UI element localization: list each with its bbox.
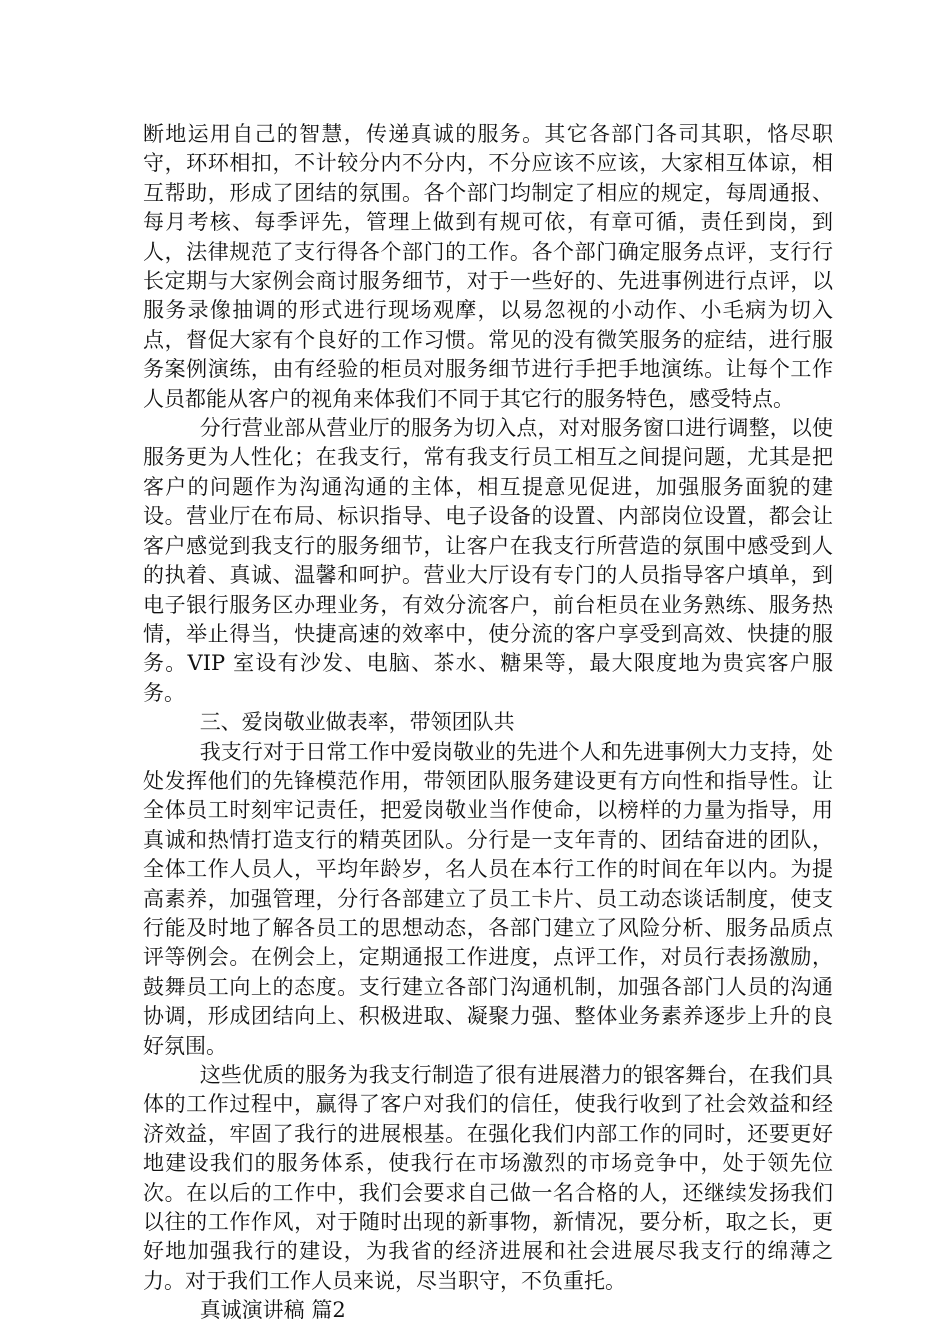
paragraph-continued: 断地运用自己的智慧，传递真诚的服务。其它各部门各司其职，恪尽职守，环环相扣，不计较分内不分内，不分应该不应该，大家相互体谅，相互帮助，形成了团结的氛围。各个部门均制定了相应的规定，每周通报、每月考核、每季评先，管理上做到有规可依，有章可循，责任到岗，到人，法律规范了支行得各个部门的工作。各个部门确定服务点评，支行行长定期与大家例会商讨服务细节，对于一些好的、先进事例进行点评，以服务录像抽调的形式进行现场观摩，以易忽视的小动作、小毛病为切入点，督促大家有个良好的工作习惯。常见的没有微笑服务的症结，进行服务案例演练，由有经验的柜员对服务细节进行手把手地演练。让每个工作人员都能从客户的视角来体我们不同于其它行的服务特色，感受特点。 bbox=[143, 122, 833, 411]
document-page bbox=[143, 120, 833, 1326]
paragraph-conclusion: 这些优质的服务为我支行制造了很有进展潜力的银客舞台，在我们具体的工作过程中，赢得了客户对我们的信任，使我行收到了社会效益和经济效益，牢固了我行的进展根基。在强化我们内部工作的同时，还要更好地建设我们的服务体系，使我行在市场激烈的市场竞争中，处于领先位次。在以后的工作中，我们会要求自己做一名合格的人，还继续发扬我们以往的工作作风，对于随时出现的新事物，新情况，要分析，取之长，更好地加强我行的建设，为我省的经济进展和社会进展尽我支行的绵薄之力。对于我们工作人员来说，尽当职守，不负重托。 bbox=[143, 1063, 833, 1293]
section-heading: 三、爱岗敬业做表率，带领团队共 bbox=[199, 710, 515, 735]
paragraph-team: 我支行对于日常工作中爱岗敬业的先进个人和先进事例大力支持，处处发挥他们的先锋模范作用，带领团队服务建设更有方向性和指导性。让全体员工时刻牢记责任，把爱岗敬业当作使命，以榜样的力量为指导，用真诚和热情打造支行的精英团队。分行是一支年青的、团结奋进的团队，全体工作人员人，平均年龄岁，名人员在本行工作的时间在年以内。为提高素养，加强管理，分行各部建立了员工卡片、员工动态谈话制度，使支行能及时地了解各员工的思想动态，各部门建立了风险分析、服务品质点评等例会。在例会上，定期通报工作进度，点评工作，对员行表扬激励，鼓舞员工向上的态度。支行建立各部门沟通机制，加强各部门人员的沟通协调，形成团结向上、积极进取、凝聚力强、整体业务素养逐步上升的良好氛围。 bbox=[143, 739, 833, 1058]
paragraph-lobby-service: 分行营业部从营业厅的服务为切入点，对对服务窗口进行调整，以使服务更为人性化；在我支行，常有我支行员工相互之间提问题，尤其是把客户的问题作为沟通沟通的主体，相互提意见促进，加强服务面貌的建设。营业厅在布局、标识指导、电子设备的设置、内部岗位设置，都会让客户感觉到我支行的服务细节，让客户在我支行所营造的氛围中感受到人的执着、真诚、温馨和呵护。营业大厅设有专门的人员指导客户填单，到电子银行服务区办理业务，有效分流客户，前台柜员在业务熟练、服务热情，举止得当，快捷高速的效率中，使分流的客户享受到高效、快捷的服务。VIP 室设有沙发、电脑、茶水、糖果等，最大限度地为贵宾客户服务。 bbox=[143, 416, 833, 705]
next-article-heading: 真诚演讲稿 篇2 bbox=[199, 1298, 346, 1323]
